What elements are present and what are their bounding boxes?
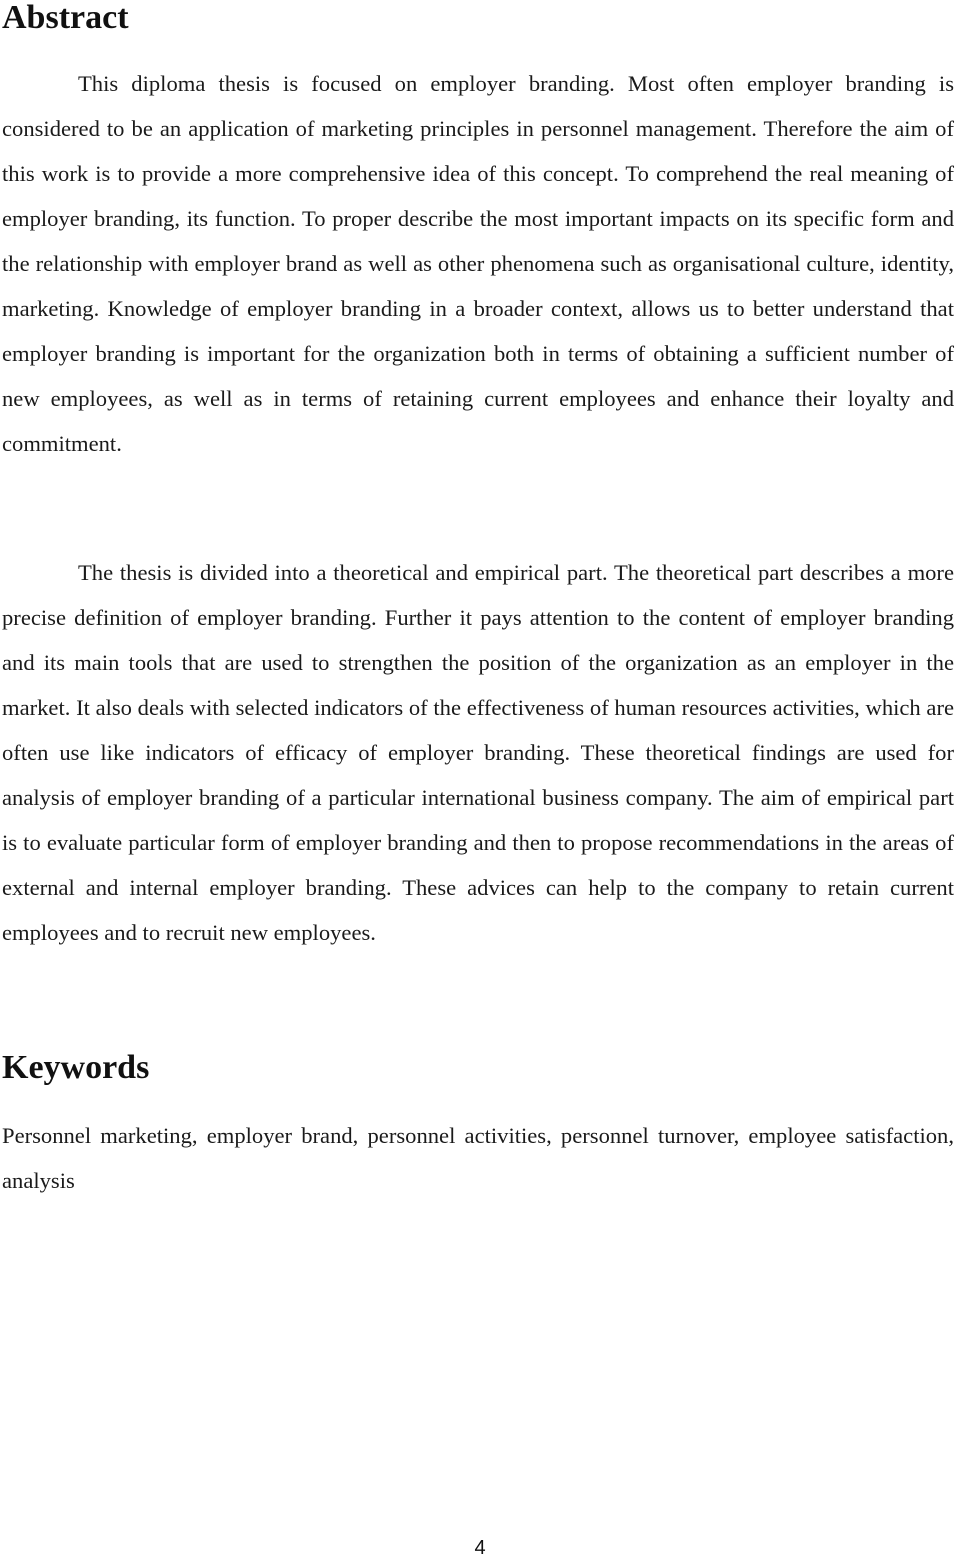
abstract-paragraph-1: This diploma thesis is focused on employer branding. Most often employer branding is considered to be an application of marketing principles in personnel management. Therefore the aim of this work is to provide a more comprehensive idea of this concept. To comprehend the real meaning of employer branding, its function. To proper describe the most important impacts on its specific form and the relationship with employer brand as well as other phenomena such as organisational culture, identity, marketing. Knowledge of employer branding in a broader context, allows us to better understand that employer branding is important for the organization both in terms of obtaining a sufficient number of new employees, as well as in terms of retaining current employees and enhance their loyalty and commitment. [2, 71, 954, 456]
abstract-heading: Abstract [2, 0, 129, 36]
keywords-list: Personnel marketing, employer brand, personnel activities, personnel turnover, employee satisfaction, analysis [2, 1123, 954, 1193]
page-number: 4 [474, 1537, 486, 1559]
keywords-heading: Keywords [2, 1049, 150, 1086]
abstract-paragraph-2: The thesis is divided into a theoretical and empirical part. The theoretical part describes a more precise definition of employer branding. Further it pays attention to the content of employer branding and its main tools that are used to strengthen the position of the organization as an employer in the market. It also deals with selected indicators of the effectiveness of human resources activities, which are often use like indicators of efficacy of employer branding. These theoretical findings are used for analysis of employer branding of a particular international business company. The aim of empirical part is to evaluate particular form of employer branding and then to propose recommendations in the areas of external and internal employer branding. These advices can help to the company to retain current employees and to recruit new employees. [2, 560, 954, 945]
